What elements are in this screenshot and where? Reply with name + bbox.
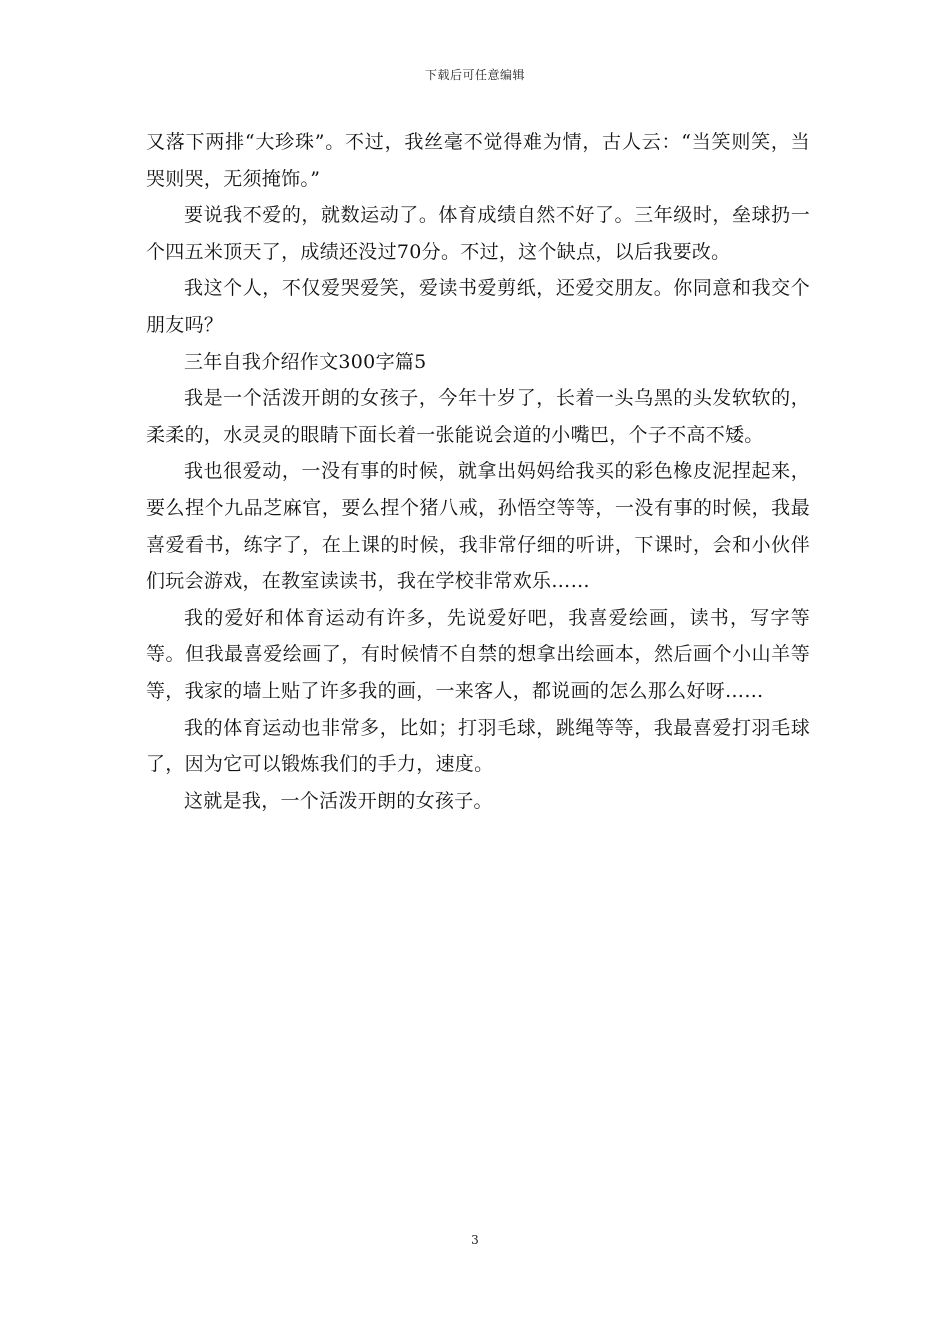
page-header: 下载后可任意编辑 [424, 68, 525, 82]
paragraph-6: 我的爱好和体育运动有许多，先说爱好吧，我喜爱绘画，读书，写字等等。但我最喜爱绘画了，有时候情不自禁的想拿出绘画本，然后画个小山羊等等，我家的墙上贴了许多我的画，一来客人，都说画的怎么那么好呀…… [146, 606, 810, 702]
paragraph-2: 要说我不爱的，就数运动了。体育成绩自然不好了。三年级时，垒球扔一个四五米顶天了，成绩还没过70分。不过，这个缺点，以后我要改。 [146, 204, 810, 263]
paragraph-8: 这就是我，一个活泼开朗的女孩子。 [184, 789, 493, 812]
section-heading: 三年自我介绍作文300字篇5 [184, 350, 427, 373]
page-number: 3 [471, 1233, 479, 1247]
paragraph-1: 又落下两排“大珍珠”。不过，我丝毫不觉得难为情，古人云：“当笑则笑，当哭则哭，无须掩饰。” [146, 131, 810, 190]
paragraph-5: 我也很爱动，一没有事的时候，就拿出妈妈给我买的彩色橡皮泥捏起来，要么捏个九品芝麻官，要么捏个猪八戒，孙悟空等等，一没有事的时候，我最喜爱看书，练字了，在上课的时候，我非常仔细的听讲，下课时，会和小伙伴们玩会游戏，在教室读读书，我在学校非常欢乐…… [146, 460, 810, 593]
paragraph-7: 我的体育运动也非常多，比如；打羽毛球，跳绳等等，我最喜爱打羽毛球了，因为它可以锻炼我们的手力，速度。 [146, 716, 810, 776]
paragraph-4: 我是一个活泼开朗的女孩子，今年十岁了，长着一头乌黑的头发软软的，柔柔的，水灵灵的眼睛下面长着一张能说会道的小嘴巴，个子不高不矮。 [146, 387, 810, 446]
document-body [146, 124, 810, 819]
paragraph-3: 我这个人，不仅爱哭爱笑，爱读书爱剪纸，还爱交朋友。你同意和我交个朋友吗？ [146, 277, 810, 336]
